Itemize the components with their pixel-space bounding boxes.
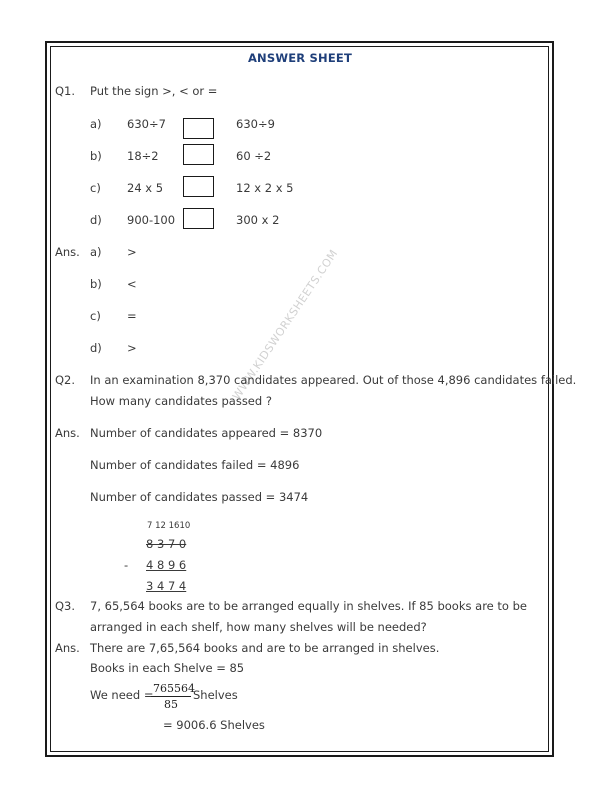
- q1-ans-d-letter: d): [90, 341, 102, 355]
- q1-ans-b-sign: <: [127, 277, 137, 291]
- q2-ans-passed: Number of candidates passed = 3474: [90, 490, 309, 504]
- q3-result: = 9006.6 Shelves: [163, 718, 265, 732]
- q1-item-d-left: 900-100: [127, 213, 176, 227]
- q1-ans-c-letter: c): [90, 309, 101, 323]
- q2-line2: How many candidates passed ?: [90, 394, 272, 408]
- q1-item-b-right: 60 ÷2: [236, 149, 272, 163]
- q2-label: Q2.: [55, 373, 76, 387]
- q2-work-minus: -: [124, 558, 129, 572]
- q1-ans-a-sign: >: [127, 245, 137, 259]
- q1-item-d-answer-box[interactable]: [183, 208, 214, 229]
- q1-item-b-left: 18÷2: [127, 149, 159, 163]
- q3-ans-line2: Books in each Shelve = 85: [90, 661, 245, 675]
- q3-fraction-numerator: 765564: [153, 682, 195, 695]
- q3-label: Q3.: [55, 599, 76, 613]
- q2-work-result: 3 4 7 4: [146, 579, 187, 593]
- q1-ans-c-sign: =: [127, 309, 137, 323]
- q1-item-a-answer-box[interactable]: [183, 118, 214, 139]
- q1-item-c-answer-box[interactable]: [183, 176, 214, 197]
- q1-item-c-left: 24 x 5: [127, 181, 164, 195]
- page-title: ANSWER SHEET: [247, 51, 353, 65]
- q1-ans-b-letter: b): [90, 277, 102, 291]
- q2-ans-label: Ans.: [55, 426, 80, 440]
- q1-ans-label: Ans.: [55, 245, 80, 259]
- q2-line1: In an examination 8,370 candidates appeared. Out of those 4,896 candidates failed.: [90, 373, 577, 387]
- q3-line1: 7, 65,564 books are to be arranged equally in shelves. If 85 books are to be: [90, 599, 527, 613]
- q3-unit: Shelves: [193, 688, 238, 702]
- q3-ans-line1: There are 7,65,564 books and are to be arranged in shelves.: [90, 641, 440, 655]
- q2-work-subtrahend: 4 8 9 6: [146, 558, 187, 572]
- q3-ans-label: Ans.: [55, 641, 80, 655]
- q1-prompt: Put the sign >, < or =: [90, 84, 218, 98]
- q3-line2: arranged in each shelf, how many shelves will be needed?: [90, 620, 427, 634]
- q1-item-c-letter: c): [90, 181, 101, 195]
- q1-item-d-letter: d): [90, 213, 102, 227]
- q2-ans-failed: Number of candidates failed = 4896: [90, 458, 300, 472]
- q1-ans-d-sign: >: [127, 341, 137, 355]
- q1-item-b-letter: b): [90, 149, 102, 163]
- q3-we-need: We need =: [90, 688, 154, 702]
- q2-ans-appeared: Number of candidates appeared = 8370: [90, 426, 323, 440]
- q1-item-c-right: 12 x 2 x 5: [236, 181, 294, 195]
- q2-work-borrow: 7 12 1610: [147, 521, 191, 531]
- q1-item-a-left: 630÷7: [127, 117, 166, 131]
- q1-item-a-right: 630÷9: [236, 117, 275, 131]
- q1-item-b-answer-box[interactable]: [183, 144, 214, 165]
- watermark: WWW.KIDSWORKSHEETS.COM: [230, 247, 341, 403]
- q2-work-top: 8 3 7 0: [146, 537, 187, 551]
- q1-ans-a-letter: a): [90, 245, 102, 259]
- q3-fraction-denominator: 85: [164, 698, 178, 711]
- q1-item-a-letter: a): [90, 117, 102, 131]
- q1-item-d-right: 300 x 2: [236, 213, 280, 227]
- q1-label: Q1.: [55, 84, 76, 98]
- q3-fraction-bar: [151, 696, 191, 697]
